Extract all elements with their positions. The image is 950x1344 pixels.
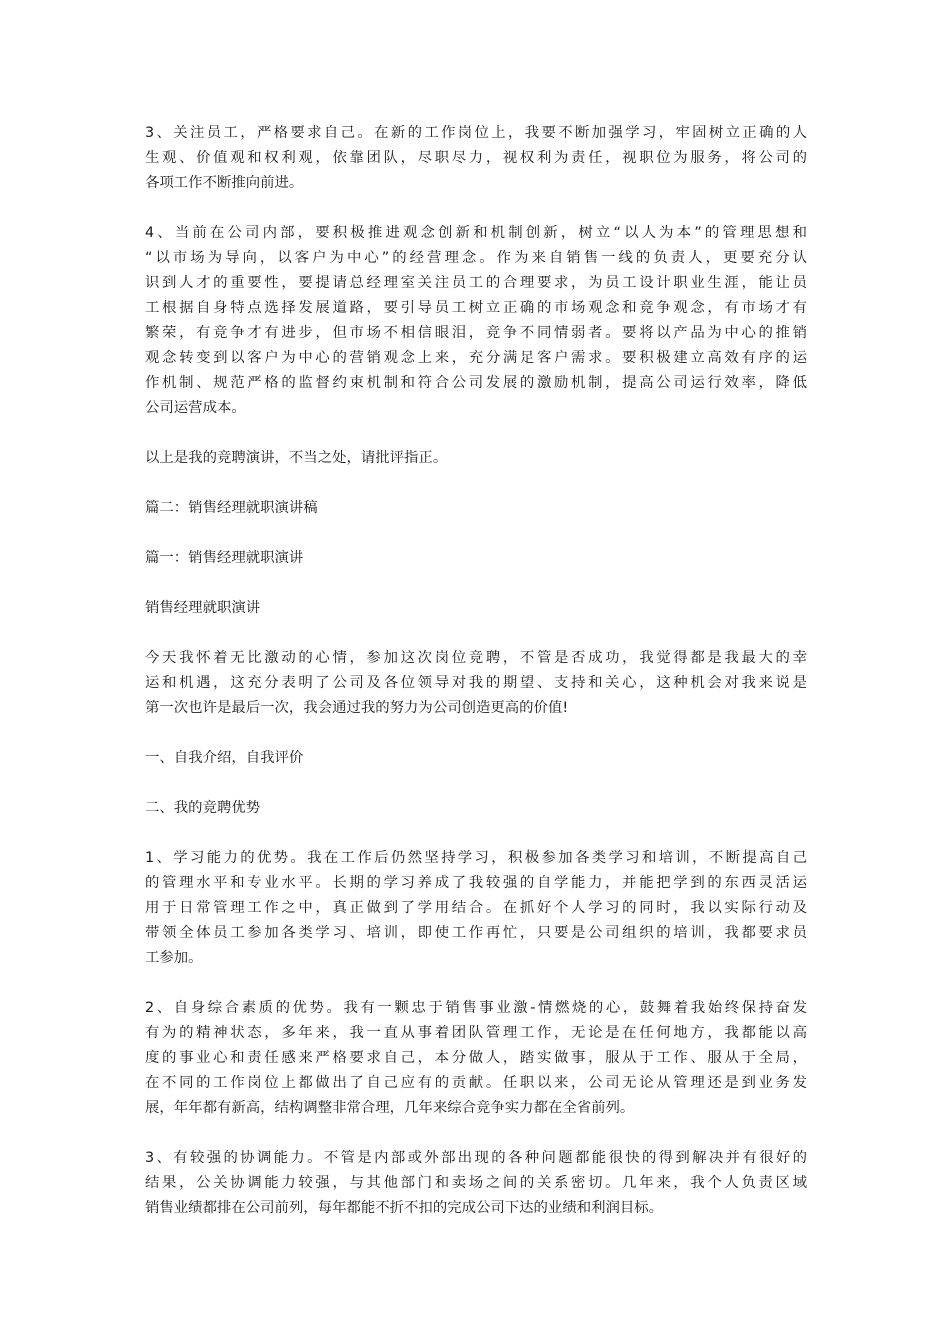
text-line: 篇二：销售经理就职演讲稿 xyxy=(145,500,318,516)
text-line: 各项工作不断推向前进。 xyxy=(145,175,304,191)
text-line: 3、关注员工，严格要求自己。在新的工作岗位上，我要不断加强学习，牢固树立正确的人 xyxy=(145,125,807,141)
text-line: 工参加。 xyxy=(145,950,203,966)
text-line: 在不同的工作岗位上都做出了自己应有的贡献。任职以来，公司无论从管理还是到业务发 xyxy=(145,1075,807,1091)
text-line: 观念转变到以客户为中心的营销观念上来，充分满足客户需求。要积极建立高效有序的运 xyxy=(145,350,807,366)
text-line: 2、自身综合素质的优势。我有一颗忠于销售事业激-情燃烧的心，鼓舞着我始终保持奋发 xyxy=(145,1000,807,1016)
text-line: 生观、价值观和权利观，依靠团队，尽职尽力，视权利为责任，视职位为服务，将公司的 xyxy=(145,150,807,166)
text-line: 销售经理就职演讲 xyxy=(145,600,261,616)
text-line: 度的事业心和责任感来严格要求自己，本分做人，踏实做事，服从于工作、服从于全局， xyxy=(145,1050,807,1066)
text-line: 以上是我的竞聘演讲，不当之处，请批评指正。 xyxy=(145,450,448,466)
section-heading-part-two xyxy=(145,496,807,521)
text-line: 二、我的竞聘优势 xyxy=(145,800,261,816)
text-line: 第一次也许是最后一次，我会通过我的努力为公司创造更高的价值! xyxy=(145,700,569,716)
text-line: 的管理水平和专业水平。长期的学习养成了我较强的自学能力，并能把学到的东西灵活运 xyxy=(145,875,807,891)
text-line: 销售业绩都排在公司前列，每年都能不折不扣的完成公司下达的业绩和利润目标。 xyxy=(145,1200,664,1216)
paragraph-3-care-for-staff xyxy=(145,121,807,196)
text-line: 展，年年都有新高，结构调整非常合理，几年来综合竞争实力都在全省前列。 xyxy=(145,1100,635,1116)
paragraph-4-innovation xyxy=(145,221,807,421)
heading-advantages xyxy=(145,796,807,821)
text-line: 结果，公关协调能力较强，与其他部门和卖场之间的关系密切。几年来，我个人负责区域 xyxy=(145,1175,807,1191)
text-line: 作机制、规范严格的监督约束机制和符合公司发展的激励机制，提高公司运行效率，降低 xyxy=(145,375,807,391)
text-line: 有为的精神状态，多年来，我一直从事着团队管理工作，无论是在任何地方，我都能以高 xyxy=(145,1025,807,1041)
text-line: 1、学习能力的优势。我在工作后仍然坚持学习，积极参加各类学习和培训，不断提高自己 xyxy=(145,850,807,866)
text-line: 一、自我介绍，自我评价 xyxy=(145,750,304,766)
section-heading-part-one xyxy=(145,546,807,571)
text-line: 繁荣，有竞争才有进步，但市场不相信眼泪，竞争不同情弱者。要将以产品为中心的推销 xyxy=(145,325,807,341)
speech-title xyxy=(145,596,807,621)
text-line: 4、当前在公司内部，要积极推进观念创新和机制创新，树立“以人为本”的管理思想和 xyxy=(145,225,807,241)
text-line: “以市场为导向，以客户为中心”的经营理念。作为来自销售一线的负责人，更要充分认 xyxy=(145,250,807,266)
heading-self-introduction xyxy=(145,746,807,771)
text-line: 篇一：销售经理就职演讲 xyxy=(145,550,304,566)
text-line: 带领全体员工参加各类学习、培训，即使工作再忙，只要是公司组织的培训，我都要求员 xyxy=(145,925,807,941)
closing-remark xyxy=(145,446,807,471)
text-line: 识到人才的重要性，要提请总经理室关注员工的合理要求，为员工设计职业生涯，能让员 xyxy=(145,275,807,291)
text-line: 3、有较强的协调能力。不管是内部或外部出现的各种问题都能很快的得到解决并有很好的 xyxy=(145,1150,807,1166)
paragraph-1-learning-ability xyxy=(145,846,807,971)
text-line: 用于日常管理工作之中，真正做到了学用结合。在抓好个人学习的同时，我以实际行动及 xyxy=(145,900,807,916)
paragraph-3-coordination xyxy=(145,1146,807,1221)
text-line: 运和机遇，这充分表明了公司及各位领导对我的期望、支持和关心，这种机会对我来说是 xyxy=(145,675,807,691)
text-line: 今天我怀着无比激动的心情，参加这次岗位竞聘，不管是否成功，我觉得都是我最大的幸 xyxy=(145,650,807,666)
text-line: 公司运营成本。 xyxy=(145,400,246,416)
document-page xyxy=(145,121,807,1246)
paragraph-2-overall-quality xyxy=(145,996,807,1121)
paragraph-opening xyxy=(145,646,807,721)
text-line: 工根据自身特点选择发展道路，要引导员工树立正确的市场观念和竞争观念，有市场才有 xyxy=(145,300,807,316)
